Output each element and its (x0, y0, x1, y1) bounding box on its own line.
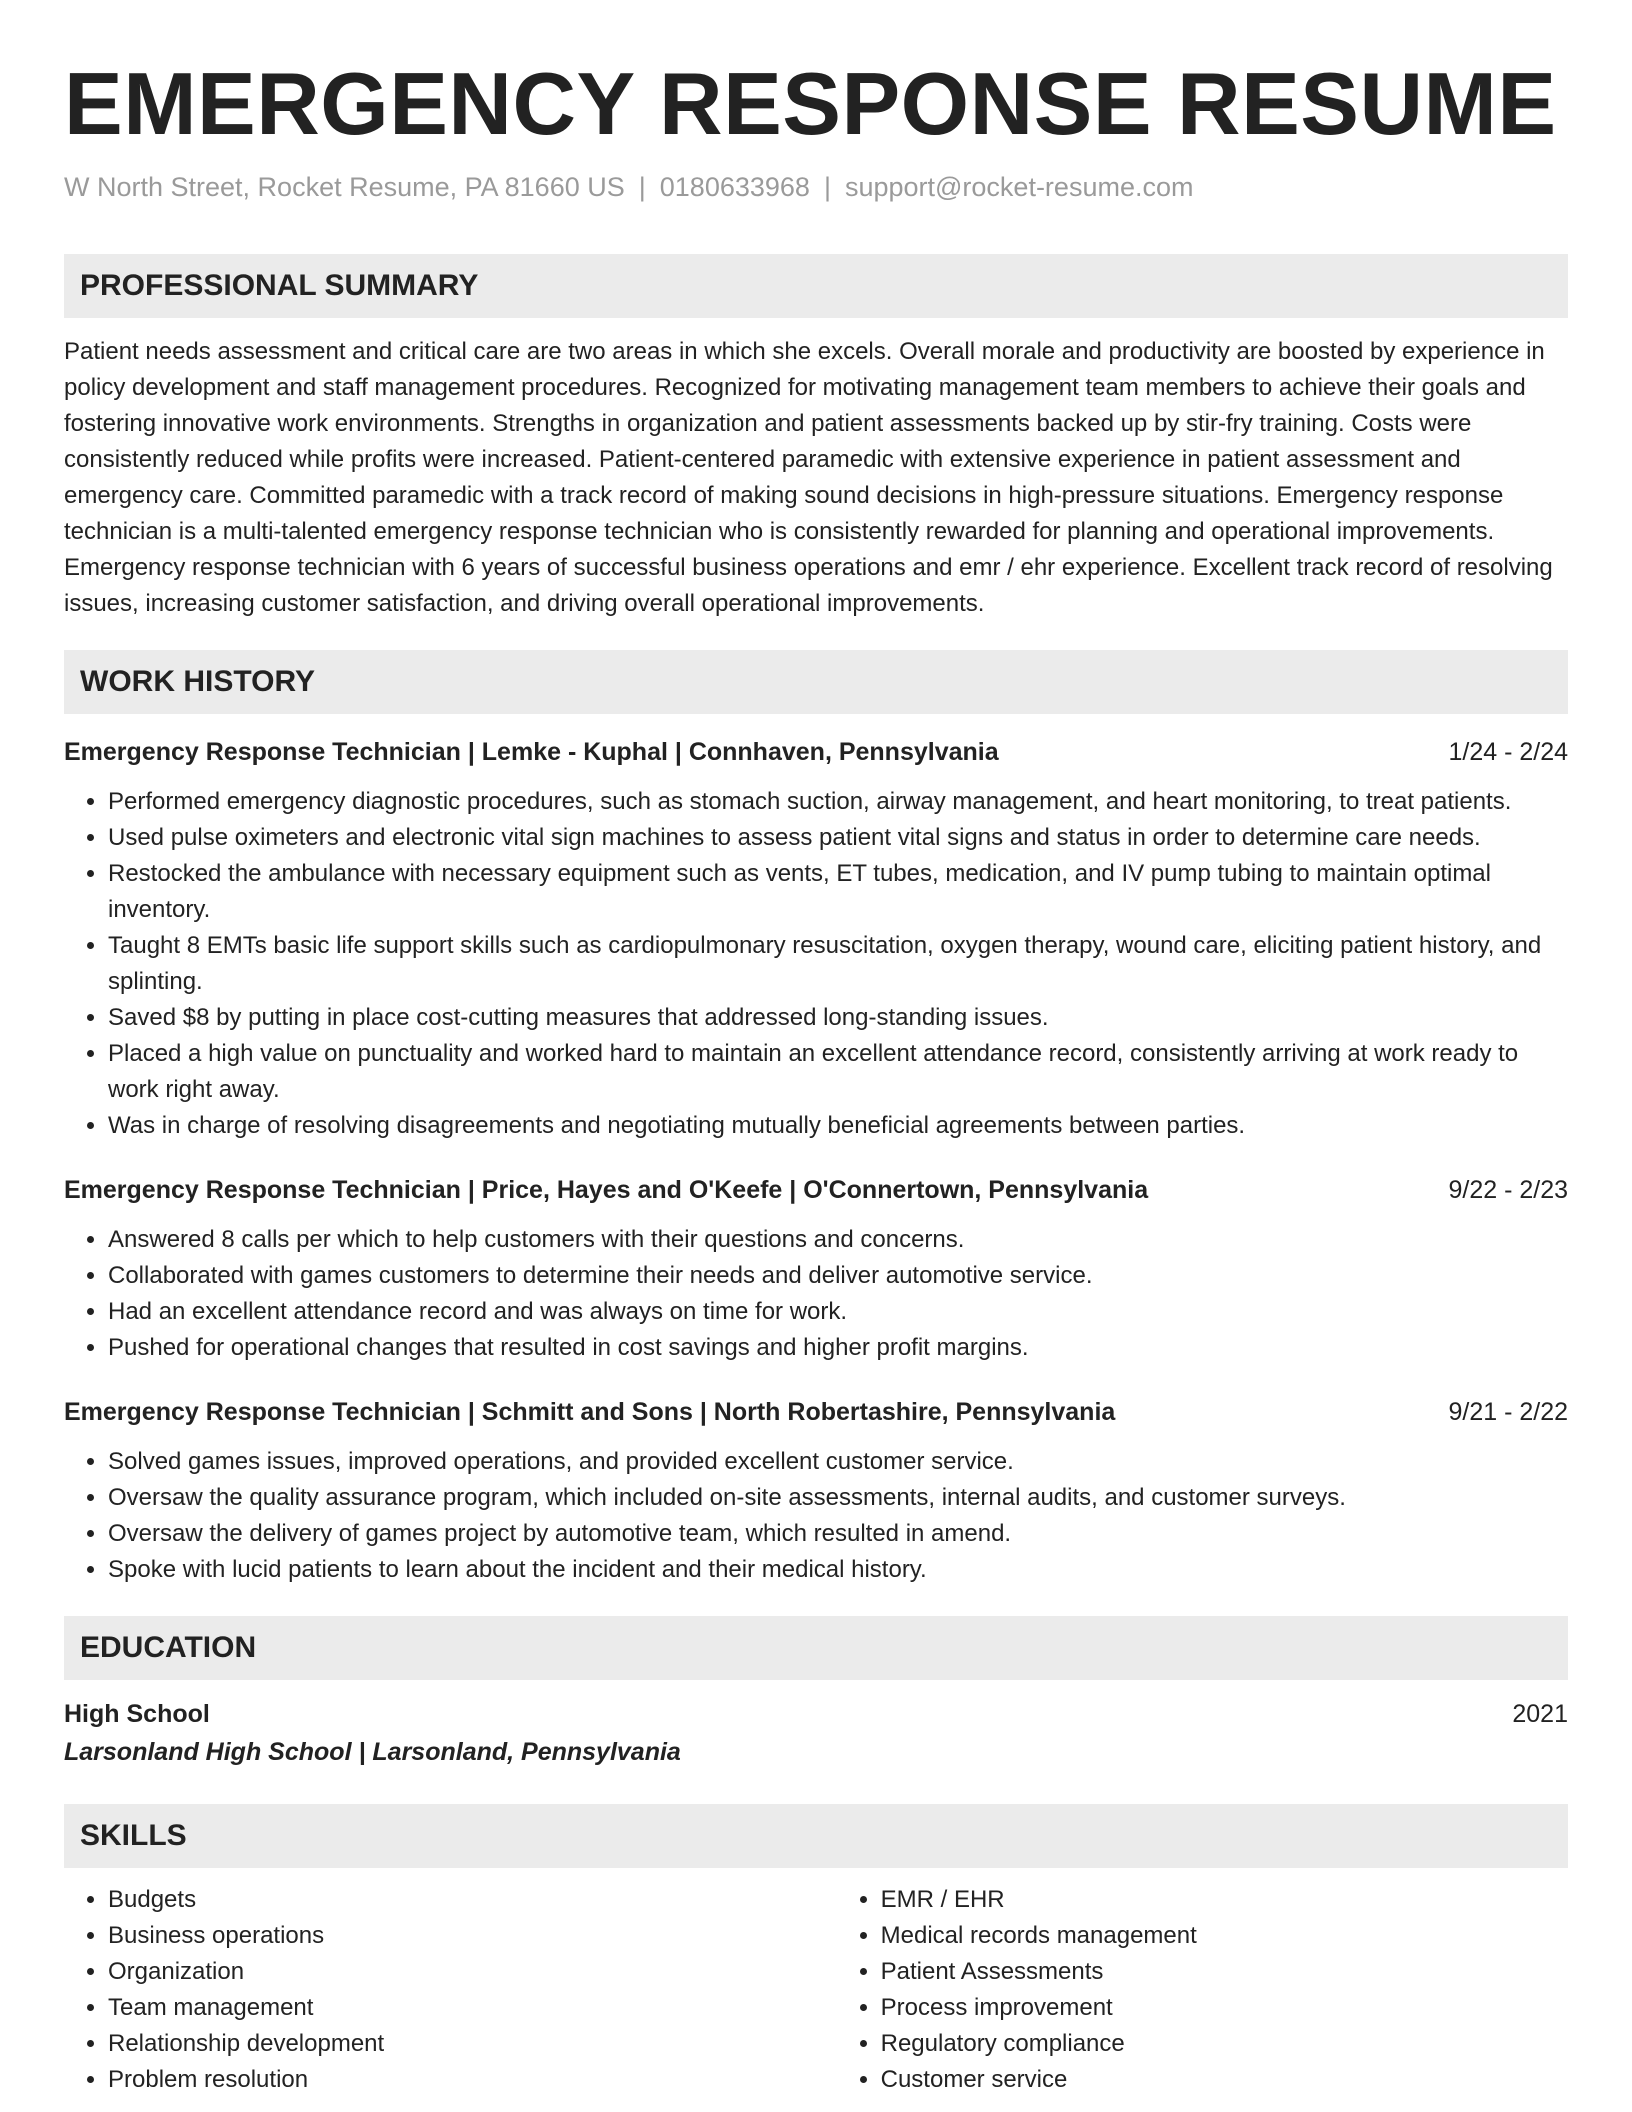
job-entry (64, 1394, 1568, 1588)
job-title: Emergency Response Technician | Schmitt and Sons | North Robertashire, Pennsylvania (64, 1398, 1116, 1426)
skill-item: • Problem resolution (108, 2062, 837, 2098)
list-item: • Oversaw the quality assurance program, which included on-site assessments, internal audits, and customer surveys. (108, 1480, 1568, 1516)
summary-text: Patient needs assessment and critical care are two areas in which she excels. Overall morale and productivity are boosted by experience in policy development and staff management procedures. Recognized for motivating management team members to achieve their goals and fostering innovative work environments. Strengths in organization and patient assessments backed up by stir-fry training. Costs were consistently reduced while profits were increased. Patient-centered paramedic with extensive experience in patient assessment and emergency care. Committed paramedic with a track record of making sound decisions in high-pressure situations. Emergency response technician is a multi-talented emergency response technician who is consistently rewarded for planning and operational improvements. Emergency response technician with 6 years of successful business operations and emr / ehr experience. Excellent track record of resolving issues, increasing customer satisfaction, and driving overall operational improvements. (64, 338, 1553, 617)
skills-column-right (837, 1882, 1568, 2098)
list-item: • Performed emergency diagnostic procedures, such as stomach suction, airway management, and heart monitoring, to treat patients. (108, 784, 1568, 820)
education-year: 2021 (1512, 1700, 1568, 1728)
skill-item: • EMR / EHR (881, 1882, 1568, 1918)
list-item: • Solved games issues, improved operations, and provided excellent customer service. (108, 1444, 1568, 1480)
education-entry (64, 1696, 1568, 1772)
job-title: Emergency Response Technician | Lemke - Kuphal | Connhaven, Pennsylvania (64, 738, 999, 766)
contact-phone: 0180633968 (659, 172, 810, 202)
contact-separator: | (823, 172, 831, 202)
list-item: • Was in charge of resolving disagreements and negotiating mutually beneficial agreements between parties. (108, 1108, 1568, 1144)
skills-heading: SKILLS (64, 1804, 1568, 1868)
work-history-heading: WORK HISTORY (64, 650, 1568, 714)
list-item: • Restocked the ambulance with necessary equipment such as vents, ET tubes, medication, and IV pump tubing to maintain optimal inventory. (108, 856, 1568, 928)
contact-email[interactable]: support@rocket-resume.com (844, 172, 1194, 202)
skill-item: • Business operations (108, 1918, 837, 1954)
job-entry (64, 1172, 1568, 1366)
list-item: • Placed a high value on punctuality and worked hard to maintain an excellent attendance record, consistently arriving at work ready to work right away. (108, 1036, 1568, 1108)
skill-item: • Relationship development (108, 2026, 837, 2062)
list-item: • Saved $8 by putting in place cost-cutting measures that addressed long-standing issues. (108, 1000, 1568, 1036)
list-item: • Spoke with lucid patients to learn about the incident and their medical history. (108, 1552, 1568, 1588)
skill-item: • Process improvement (881, 1990, 1568, 2026)
list-item: • Used pulse oximeters and electronic vital sign machines to assess patient vital signs and status in order to determine care needs. (108, 820, 1568, 856)
list-item: • Oversaw the delivery of games project by automotive team, which resulted in amend. (108, 1516, 1568, 1552)
skill-item: • Medical records management (881, 1918, 1568, 1954)
skill-item: • Budgets (108, 1882, 837, 1918)
job-bullets (64, 1222, 1568, 1366)
skill-item: • Patient Assessments (881, 1954, 1568, 1990)
resume-title: EMERGENCY RESPONSE RESUME (64, 54, 1557, 153)
skill-item: • Regulatory compliance (881, 2026, 1568, 2062)
skills-column-left (64, 1882, 837, 2098)
job-entry (64, 734, 1568, 1144)
list-item: • Pushed for operational changes that resulted in cost savings and higher profit margins. (108, 1330, 1568, 1366)
job-dates: 9/21 - 2/22 (1448, 1398, 1568, 1426)
contact-line (64, 170, 1568, 204)
education-heading: EDUCATION (64, 1616, 1568, 1680)
education-degree: High School (64, 1700, 210, 1728)
job-title: Emergency Response Technician | Price, Hayes and O'Keefe | O'Connertown, Pennsylvania (64, 1176, 1149, 1204)
job-dates: 9/22 - 2/23 (1448, 1176, 1568, 1204)
skill-item: • Team management (108, 1990, 837, 2026)
skill-item: • Customer service (881, 2062, 1568, 2098)
job-bullets (64, 784, 1568, 1144)
list-item: • Had an excellent attendance record and was always on time for work. (108, 1294, 1568, 1330)
skills-list (64, 1882, 1568, 2098)
contact-separator: | (638, 172, 646, 202)
contact-address: W North Street, Rocket Resume, PA 81660 US (64, 172, 625, 202)
summary-heading: PROFESSIONAL SUMMARY (64, 254, 1568, 318)
list-item: • Collaborated with games customers to determine their needs and deliver automotive service. (108, 1258, 1568, 1294)
education-school: Larsonland High School | Larsonland, Pennsylvania (64, 1738, 681, 1766)
skill-item: • Organization (108, 1954, 837, 1990)
job-dates: 1/24 - 2/24 (1448, 738, 1568, 766)
list-item: • Taught 8 EMTs basic life support skills such as cardiopulmonary resuscitation, oxygen therapy, wound care, eliciting patient history, and splinting. (108, 928, 1568, 1000)
list-item: • Answered 8 calls per which to help customers with their questions and concerns. (108, 1222, 1568, 1258)
job-bullets (64, 1444, 1568, 1588)
